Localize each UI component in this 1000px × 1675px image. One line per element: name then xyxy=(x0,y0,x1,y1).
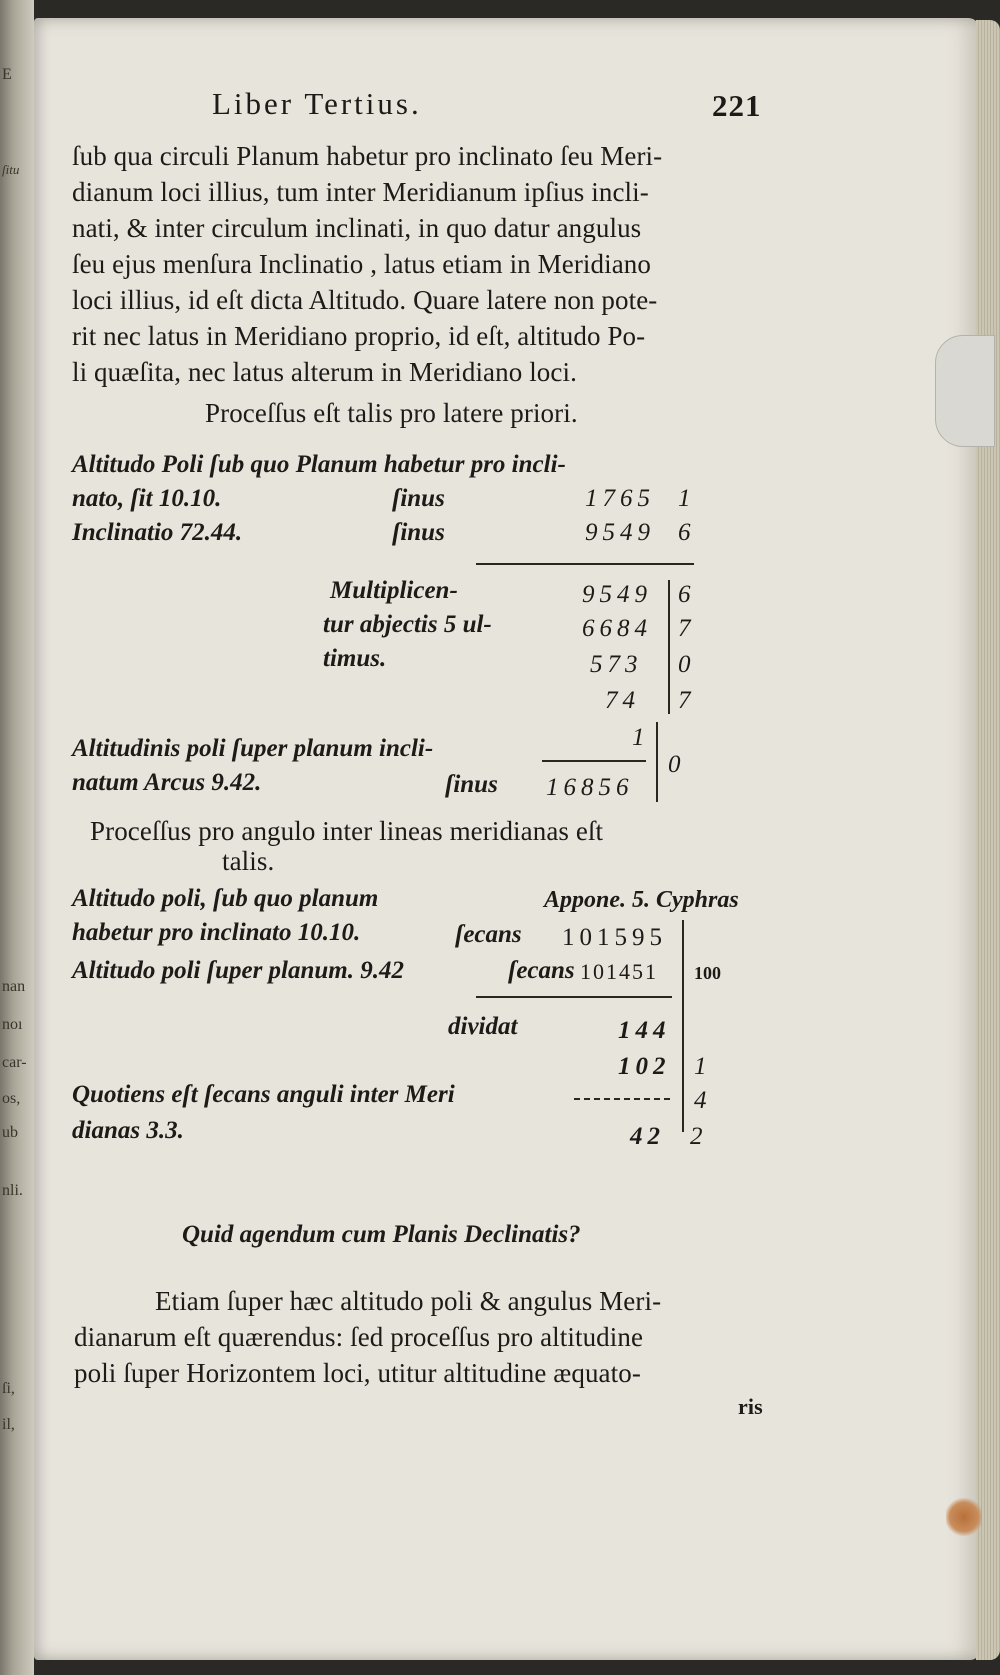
division-number: 144 xyxy=(618,1017,671,1044)
product-number: 74 xyxy=(605,687,640,714)
division-number: 42 xyxy=(630,1123,665,1150)
margin-fragment: E xyxy=(2,66,12,83)
margin-fragment: car- xyxy=(2,1054,27,1071)
product-digit: 6 xyxy=(678,581,696,608)
sinus-label: ſinus xyxy=(392,485,445,512)
calc-label: Altitudo poli, ſub quo planum xyxy=(72,885,379,912)
dividat-label: dividat xyxy=(448,1013,518,1040)
question-heading: Quid agendum cum Planis Declinatis? xyxy=(182,1221,581,1248)
text-line: Etiam ſuper hæc altitudo poli & angulus Meri- xyxy=(155,1286,662,1316)
section-heading: Proceſſus pro angulo inter lineas meridianas eſt xyxy=(90,816,604,846)
margin-fragment: noı xyxy=(2,1016,23,1033)
rule xyxy=(542,760,646,762)
secans-label: ſecans xyxy=(455,921,522,948)
division-digit: 2 xyxy=(690,1123,708,1150)
product-digit: 7 xyxy=(678,687,696,714)
text-line: ſeu ejus menſura Inclinatio , latus etiam in Meridiano xyxy=(72,249,651,279)
secans-value: 101595 xyxy=(562,924,667,951)
product-digit: 7 xyxy=(678,615,696,642)
calc-label: Altitudo poli ſuper planum. 9.42 xyxy=(72,957,405,984)
text-line: ſub qua circuli Planum habetur pro inclinato ſeu Meri- xyxy=(72,141,663,171)
section-heading: talis. xyxy=(222,846,275,876)
column-rule xyxy=(682,920,684,1132)
margin-fragment: il, xyxy=(2,1416,15,1433)
sinus-label: ſinus xyxy=(392,519,445,546)
margin-fragment: ſi, xyxy=(2,1380,15,1397)
rule xyxy=(476,563,694,565)
multiply-note: tur abjectis 5 ul- xyxy=(323,611,492,638)
margin-fragment: nan xyxy=(2,978,26,995)
product-number: 6684 xyxy=(582,615,652,642)
product-number: 573 xyxy=(590,651,643,678)
sine-digit: 6 xyxy=(678,519,696,546)
running-head-title: Liber Tertius. xyxy=(212,86,422,121)
multiply-note: timus. xyxy=(323,645,387,672)
calc-label: habetur pro inclinato 10.10. xyxy=(72,919,361,946)
division-digit: 1 xyxy=(694,1053,712,1080)
section-heading: Proceſſus eſt talis pro latere priori. xyxy=(205,398,578,428)
margin-fragment: os, xyxy=(2,1090,21,1107)
text-line: rit nec latus in Meridiano proprio, id eſt, altitudo Po- xyxy=(72,321,646,351)
sine-value: 1765 xyxy=(585,485,655,512)
text-line: dianum loci illius, tum inter Meridianum ipſius incli- xyxy=(72,177,649,207)
text-line: li quæſita, nec latus alterum in Meridiano loci. xyxy=(72,357,577,387)
result-value: 16856 xyxy=(546,774,634,801)
multiply-note: Multiplicen- xyxy=(330,577,458,604)
page-number: 221 xyxy=(712,88,762,123)
paper-stain xyxy=(946,1498,982,1536)
quotient-label: Quotiens eſt ſecans anguli inter Meri xyxy=(72,1081,455,1108)
product-digit: 0 xyxy=(678,651,696,678)
page-fore-edge xyxy=(976,20,1000,1660)
result-label: natum Arcus 9.42. xyxy=(72,769,262,796)
rule xyxy=(574,1098,670,1100)
margin-fragment: ſitu xyxy=(2,162,20,177)
result-top: 1 xyxy=(632,724,650,751)
text-line: nati, & inter circulum inclinati, in quo datur angulus xyxy=(72,213,642,243)
quotient-label: dianas 3.3. xyxy=(72,1117,184,1144)
calc-label: Altitudo Poli ſub quo Planum habetur pro incli- xyxy=(72,451,566,478)
appone-note: Appone. 5. Cyphras xyxy=(544,887,739,913)
margin-fragment: ub xyxy=(2,1124,18,1141)
secans-value: 101451 xyxy=(580,959,658,984)
secans-label: ſecans xyxy=(508,957,575,984)
text-line: loci illius, id eſt dicta Altitudo. Quare latere non pote- xyxy=(72,285,658,315)
result-label: Altitudinis poli ſuper planum incli- xyxy=(72,735,434,762)
margin-fragment: nli. xyxy=(2,1182,23,1199)
product-number: 9549 xyxy=(582,581,652,608)
catchword: ris xyxy=(738,1394,763,1419)
adjacent-page-edge xyxy=(0,0,34,1675)
rule xyxy=(476,996,672,998)
division-digit: 4 xyxy=(694,1087,712,1114)
sine-digit: 1 xyxy=(678,485,696,512)
calc-label: nato, ſit 10.10. xyxy=(72,485,222,512)
division-number: 102 xyxy=(618,1053,671,1080)
column-rule xyxy=(668,580,670,714)
clip-tab xyxy=(935,335,995,447)
hundred-label: 100 xyxy=(694,963,721,983)
column-rule xyxy=(656,722,658,802)
sine-value: 9549 xyxy=(585,519,655,546)
text-line: dianarum eſt quærendus: ſed proceſſus pro altitudine xyxy=(74,1322,644,1352)
text-line: poli ſuper Horizontem loci, utitur altitudine æquato- xyxy=(74,1358,641,1388)
sinus-label: ſinus xyxy=(445,771,498,798)
calc-label: Inclinatio 72.44. xyxy=(72,519,243,546)
result-digit: 0 xyxy=(668,751,686,778)
